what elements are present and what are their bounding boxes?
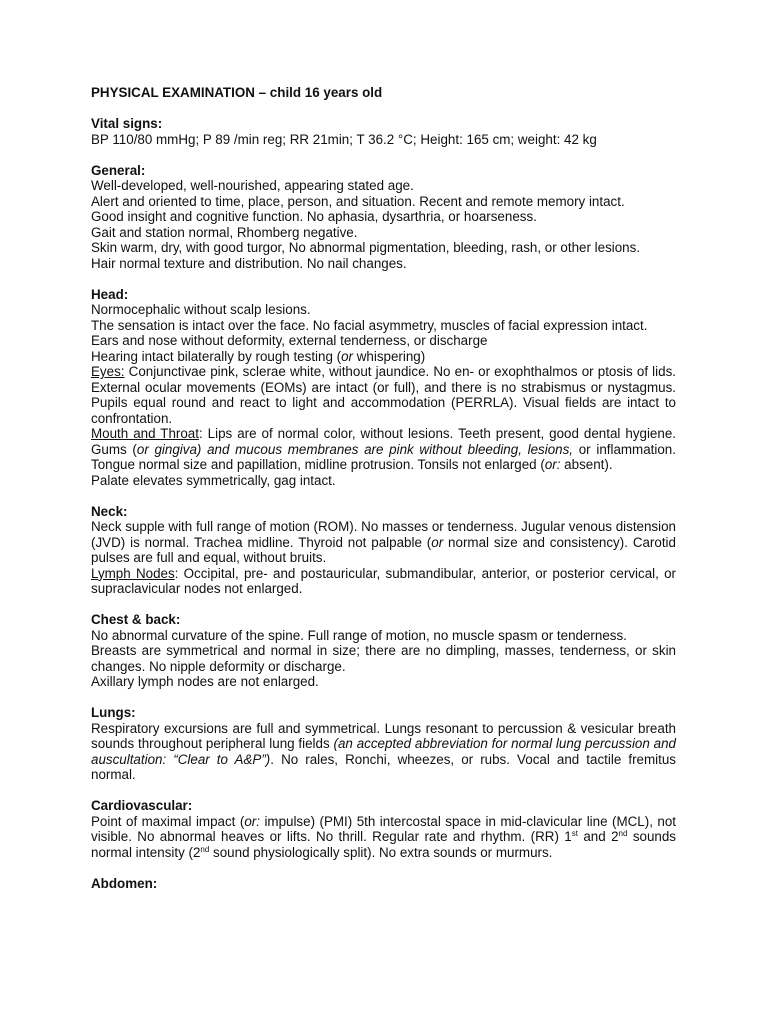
head-line: The sensation is intact over the face. No facial asymmetry, muscles of facial expression intact. — [91, 317, 648, 333]
mouth-text-italic: or gingiva) and mucous membranes are pink without bleeding, lesions, — [136, 441, 574, 457]
cardio-text-or: or: — [244, 813, 260, 829]
hearing-text-end: whispering) — [353, 348, 426, 364]
section-lungs — [91, 705, 676, 783]
general-line: Alert and oriented to time, place, person, and situation. Recent and remote memory intact. — [91, 193, 625, 209]
cardio-sup: st — [571, 829, 578, 838]
head-line: Ears and nose without deformity, external tenderness, or discharge — [91, 333, 488, 348]
lungs-text-a: Respiratory excursions are full and symmetrical. Lungs resonant to percussion & vesicular breath sounds throughout peripheral lung fields — [91, 720, 676, 751]
general-line: Skin warm, dry, with good turgor, No abnormal pigmentation, bleeding, rash, or other lesions. — [91, 240, 641, 255]
mouth-text-c: or inflammation. Tongue normal size and papillation, midline protrusion. Tonsils not enlarged ( — [91, 441, 676, 472]
cardio-text-c: impulse) (PMI) 5th intercostal space in mid-clavicular line (MCL), not visible. No abnormal heaves or lifts. No thrill. Regular rate and rhythm. (RR) 1 — [91, 813, 677, 844]
mouth-text-or: or: — [544, 457, 561, 472]
section-vital-signs — [91, 116, 676, 147]
general-line: Hair normal texture and distribution. No nail changes. — [91, 255, 407, 271]
chest-line: Breasts are symmetrical and normal in size; there are no dimpling, masses, tenderness, or skin changes. No nipple deformity or discharge. — [91, 643, 676, 674]
lymph-nodes-paragraph — [91, 566, 676, 597]
cardio-text-e: sounds normal intensity (2 — [91, 829, 676, 860]
section-general — [91, 163, 676, 272]
abdomen-heading: Abdomen: — [91, 875, 158, 891]
section-head — [91, 287, 676, 489]
cardio-text-a: Point of maximal impact ( — [91, 813, 245, 829]
head-line: Palate elevates symmetrically, gag intact. — [91, 472, 336, 488]
mouth-text-e: absent). — [560, 457, 613, 472]
general-line: Gait and station normal, Rhomberg negative. — [91, 224, 358, 240]
cardio-sup: nd — [200, 844, 210, 854]
eyes-label: Eyes: — [91, 364, 125, 379]
mouth-throat-paragraph — [91, 426, 676, 473]
section-cardiovascular — [91, 798, 676, 860]
neck-text-a: Neck supple with full range of motion (ROM). No masses or tenderness. Jugular venous distension (JVD) is normal. Trachea midline. Thyroid not palpable ( — [91, 519, 676, 550]
vital-signs-heading: Vital signs: — [91, 116, 163, 131]
general-line: Well-developed, well-nourished, appearing stated age. — [91, 178, 414, 193]
cardiovascular-heading: Cardiovascular: — [91, 798, 193, 813]
cardio-text-f: sound physiologically split). No extra sounds or murmurs. — [209, 844, 553, 860]
head-line: Normocephalic without scalp lesions. — [91, 302, 311, 317]
section-chest-back — [91, 612, 676, 690]
eyes-text: Conjunctivae pink, sclerae white, without jaundice. No en- or exophthalmos or ptosis of lids. External ocular movements (EOMs) are intact (or full), and there is no strabismus or nystagmus. Pupils equal round and react to light and accommodation (PERRLA). Visual fields are intact to confrontation. — [91, 364, 676, 426]
cardio-sup: nd — [618, 829, 628, 838]
hearing-line — [91, 349, 676, 365]
chest-line: No abnormal curvature of the spine. Full range of motion, no muscle spasm or tenderness. — [91, 627, 627, 643]
mouth-text-a: : Lips are of normal color, without lesions. Teeth present, good dental hygiene. Gums ( — [91, 426, 676, 457]
cardio-text-d: and 2 — [577, 829, 619, 844]
lymph-nodes-text: : Occipital, pre- and postauricular, submandibular, anterior, or posterior cervical, or supraclavicular nodes not enlarged. — [91, 565, 676, 596]
neck-paragraph — [91, 519, 676, 566]
document-title: PHYSICAL EXAMINATION – child 16 years old — [91, 85, 383, 100]
lungs-text-italic: (an accepted abbreviation for normal lung percussion and auscultation: “Clear to A&P”) — [91, 736, 676, 767]
head-heading: Head: — [91, 286, 129, 302]
neck-text-c: normal size and consistency). Carotid pulses are full and equal, without bruits. — [91, 534, 676, 565]
lymph-nodes-label: Lymph Nodes — [91, 565, 175, 581]
chest-line: Axillary lymph nodes are not enlarged. — [91, 674, 319, 689]
hearing-or: or — [341, 348, 354, 364]
lungs-text-c: . No rales, Ronchi, wheezes, or rubs. Vocal and tactile fremitus normal. — [91, 751, 676, 782]
general-heading: General: — [91, 162, 146, 178]
chest-back-heading: Chest & back: — [91, 612, 181, 627]
lungs-heading: Lungs: — [91, 705, 136, 720]
vital-signs-line: BP 110/80 mmHg; P 89 /min reg; RR 21min; T 36.2 °C; Height: 165 cm; weight: 42 kg — [91, 131, 597, 147]
neck-text-or: or — [431, 534, 444, 550]
section-neck — [91, 504, 676, 597]
hearing-text: Hearing intact bilaterally by rough testing ( — [91, 348, 342, 364]
cardiovascular-paragraph — [91, 814, 676, 861]
mouth-throat-label: Mouth and Throat — [91, 426, 199, 441]
section-abdomen — [91, 876, 676, 892]
general-line: Good insight and cognitive function. No aphasia, dysarthria, or hoarseness. — [91, 209, 537, 224]
neck-heading: Neck: — [91, 503, 128, 519]
eyes-paragraph — [91, 364, 676, 426]
lungs-paragraph — [91, 721, 676, 783]
